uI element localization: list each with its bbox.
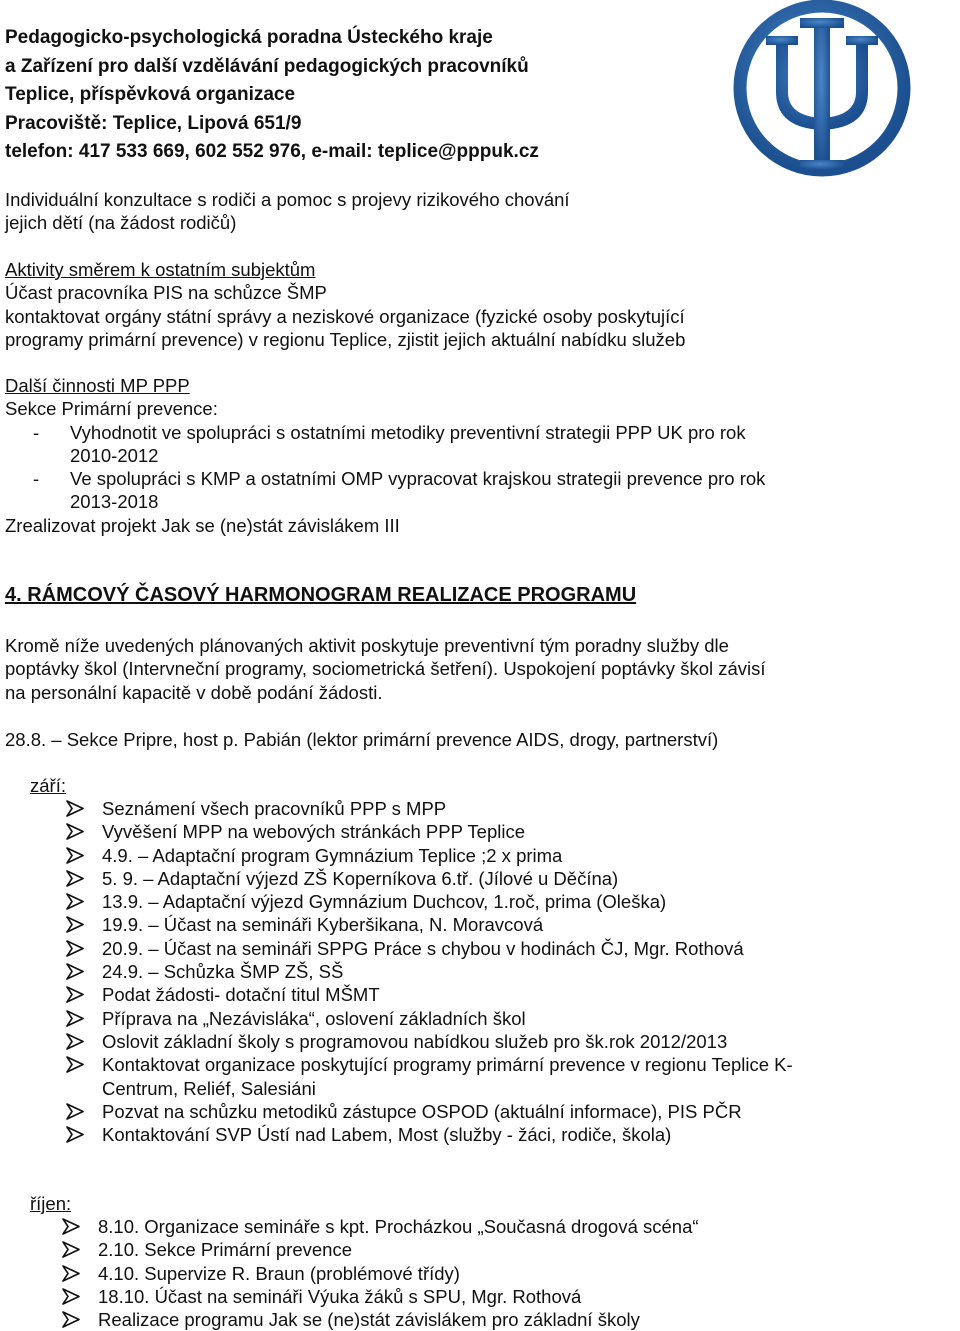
- aktivity-section: [5, 258, 837, 351]
- list-item-text: 4.10. Supervize R. Braun (problémové třídy): [98, 1262, 460, 1284]
- list-item: [62, 1215, 852, 1238]
- list-item: [66, 867, 856, 890]
- arrow-bullet-icon: [66, 1056, 84, 1073]
- arrow-bullet-icon: [66, 1126, 84, 1143]
- section-4-line-1: Kromě níže uvedených plánovaných aktivit poskytuje preventivní tým poradny služby dle: [5, 635, 729, 656]
- rijen-list: [62, 1215, 852, 1331]
- list-item: [66, 797, 856, 820]
- list-item: [62, 1262, 852, 1285]
- list-item-text: 19.9. – Účast na semináři Kyberšikana, N. Moravcová: [102, 914, 544, 936]
- list-item-text: 18.10. Účast na semináři Výuka žáků s SPU, Mgr. Rothová: [98, 1285, 582, 1307]
- section-4-heading: 4. RÁMCOVÝ ČASOVÝ HARMONOGRAM REALIZACE PROGRAMU: [5, 584, 637, 606]
- list-item: [66, 844, 856, 867]
- header-line-1: Pedagogicko-psychologická poradna Ústeckého kraje: [5, 27, 493, 48]
- date-line-text: 28.8. – Sekce Pripre, host p. Pabián (lektor primární prevence AIDS, drogy, partnerství): [5, 729, 719, 750]
- month-label-rijen: říjen:: [30, 1193, 72, 1214]
- section-4-line-2: poptávky škol (Intervneční programy, sociometrická šetření). Uspokojení poptávky škol závisí: [5, 658, 766, 680]
- list-item: [62, 1308, 852, 1331]
- arrow-bullet-icon: [66, 986, 84, 1003]
- list-item: [66, 1100, 856, 1123]
- month-label-zari: září:: [30, 775, 66, 796]
- arrow-bullet-icon: [62, 1218, 80, 1235]
- arrow-bullet-icon: [62, 1265, 80, 1282]
- dash-item-line-2: 2010-2012: [70, 444, 159, 466]
- list-item: [62, 1238, 852, 1261]
- list-item-text: 24.9. – Schůzka ŠMP ZŠ, SŠ: [102, 961, 344, 983]
- psi-logo-icon: [672, 0, 960, 185]
- arrow-bullet-icon: [62, 1288, 80, 1305]
- arrow-bullet-icon: [66, 1010, 84, 1027]
- arrow-bullet-icon: [66, 940, 84, 957]
- header-line-2: a Zařízení pro další vzdělávání pedagogických pracovníků: [5, 55, 529, 77]
- sekce-label: Sekce Primární prevence:: [5, 398, 218, 420]
- list-item: [66, 1030, 856, 1053]
- list-item: [66, 937, 856, 960]
- list-item: [66, 983, 856, 1006]
- list-item: [66, 913, 856, 936]
- arrow-bullet-icon: [62, 1241, 80, 1258]
- list-item-text: 8.10. Organizace semináře s kpt. Procházkou „Současná drogová scéna“: [98, 1216, 699, 1237]
- list-item-text: Vyvěšení MPP na webových stránkách PPP Teplice: [102, 821, 525, 843]
- list-item-text: Realizace programu Jak se (ne)stát závislákem pro základní školy: [98, 1309, 640, 1331]
- list-item-text: 5. 9. – Adaptační výjezd ZŠ Koperníkova 6.tř. (Jílové u Děčína): [102, 867, 619, 889]
- list-item-text: Oslovit základní školy s programovou nabídkou služeb pro šk.rok 2012/2013: [102, 1030, 728, 1052]
- aktivity-line-3: programy primární prevence) v regionu Teplice, zjistit jejich aktuální nabídku služeb: [5, 328, 686, 350]
- dash-item: [5, 421, 837, 468]
- header-line-3: Teplice, příspěvková organizace: [5, 84, 296, 105]
- arrow-bullet-icon: [66, 823, 84, 840]
- list-item-text: Kontaktovat organizace poskytující programy primární prevence v regionu Teplice K-Centrum, Reliéf, Salesiáni: [102, 1054, 793, 1099]
- list-item-text: 4.9. – Adaptační program Gymnázium Teplice ;2 x prima: [102, 844, 563, 866]
- dash-item: [5, 467, 837, 514]
- header-line-4: Pracoviště: Teplice, Lipová 651/9: [5, 112, 302, 134]
- dash-marker: -: [33, 421, 40, 443]
- arrow-bullet-icon: [66, 893, 84, 910]
- arrow-bullet-icon: [66, 847, 84, 864]
- aktivity-line-2: kontaktovat orgány státní správy a neziskové organizace (fyzické osoby poskytující: [5, 305, 685, 327]
- list-item: [66, 1053, 856, 1100]
- dash-item-line-1: Vyhodnotit ve spolupráci s ostatními metodiky preventivní strategii PPP UK pro rok: [70, 421, 746, 443]
- date-line: [5, 728, 837, 751]
- dalsi-section: [5, 374, 837, 537]
- dalsi-heading: Další činnosti MP PPP: [5, 375, 190, 396]
- list-item: [66, 820, 856, 843]
- list-item-text: Příprava na „Nezávisláka“, oslovení základních škol: [102, 1007, 526, 1029]
- arrow-bullet-icon: [66, 870, 84, 887]
- intro-line-1: Individuální konzultace s rodiči a pomoc s projevy rizikového chování: [5, 189, 570, 210]
- institution-header: [5, 24, 705, 167]
- list-item: [66, 1123, 856, 1146]
- list-item-text: Kontaktování SVP Ústí nad Labem, Most (služby - žáci, rodiče, škola): [102, 1124, 672, 1146]
- arrow-bullet-icon: [66, 1033, 84, 1050]
- aktivity-heading: Aktivity směrem k ostatním subjektům: [5, 259, 316, 280]
- list-item-text: 2.10. Sekce Primární prevence: [98, 1239, 352, 1261]
- arrow-bullet-icon: [66, 800, 84, 817]
- zrealizovat-line: Zrealizovat projekt Jak se (ne)stát závislákem III: [5, 514, 400, 536]
- arrow-bullet-icon: [66, 916, 84, 933]
- list-item-text: 13.9. – Adaptační výjezd Gymnázium Duchcov, 1.roč, prima (Oleška): [102, 891, 667, 913]
- list-item-text: Seznámení všech pracovníků PPP s MPP: [102, 798, 447, 819]
- arrow-bullet-icon: [66, 1103, 84, 1120]
- intro-paragraph: [5, 188, 837, 235]
- zari-list: [66, 797, 856, 1146]
- dash-marker: -: [33, 468, 40, 490]
- list-item: [66, 890, 856, 913]
- aktivity-line-1: Účast pracovníka PIS na schůzce ŠMP: [5, 282, 327, 304]
- dash-item-line-1: Ve spolupráci s KMP a ostatními OMP vypracovat krajskou strategii prevence pro rok: [70, 468, 766, 490]
- list-item: [66, 1007, 856, 1030]
- header-line-5: telefon: 417 533 669, 602 552 976, e-mail: teplice@pppuk.cz: [5, 141, 539, 162]
- section-4-line-3: na personální kapacitě v době podání žádosti.: [5, 681, 383, 703]
- list-item-text: 20.9. – Účast na semináři SPPG Práce s chybou v hodinách ČJ, Mgr. Rothová: [102, 937, 744, 959]
- dash-item-line-2: 2013-2018: [70, 491, 159, 513]
- list-item: [62, 1285, 852, 1308]
- intro-line-2: jejich dětí (na žádost rodičů): [5, 212, 237, 234]
- arrow-bullet-icon: [66, 963, 84, 980]
- arrow-bullet-icon: [62, 1311, 80, 1328]
- list-item-text: Pozvat na schůzku metodiků zástupce OSPOD (aktuální informace), PIS PČR: [102, 1100, 742, 1122]
- list-item-text: Podat žádosti- dotační titul MŠMT: [102, 984, 380, 1006]
- section-4-paragraph: [5, 634, 837, 704]
- list-item: [66, 960, 856, 983]
